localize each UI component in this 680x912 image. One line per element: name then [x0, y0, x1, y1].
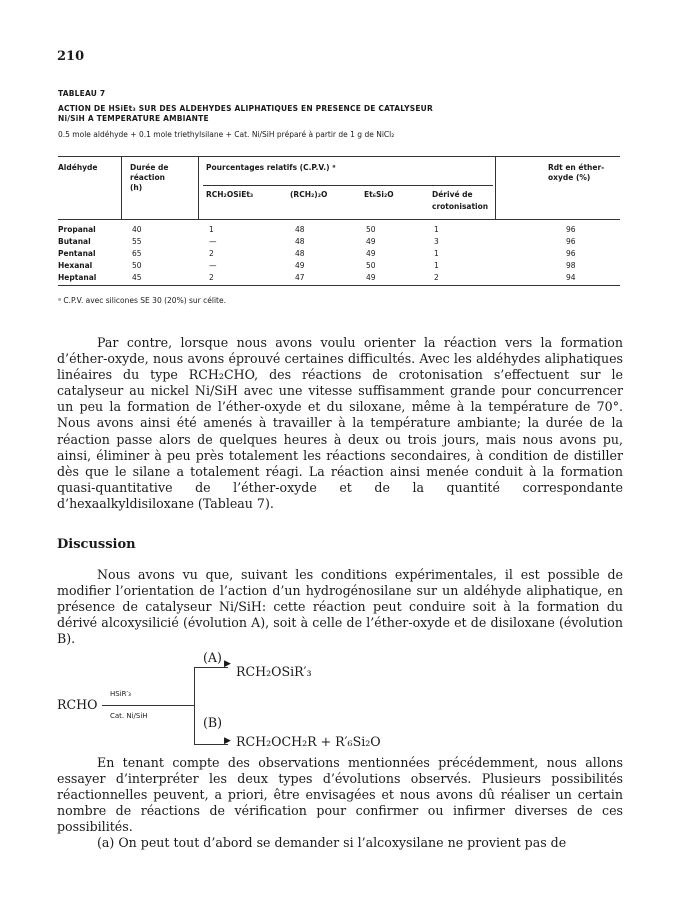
row-col-a: —	[209, 237, 217, 246]
paragraph-interpretation	[57, 755, 623, 852]
table-bottom-rule	[58, 285, 620, 286]
table-title-line2: Ni/SiH A TEMPERATURE AMBIANTE	[58, 114, 209, 123]
header-rdt-2: oxyde (%)	[548, 173, 591, 182]
row-name: Heptanal	[58, 273, 97, 282]
scheme-arrow-b-head: ▶	[224, 736, 231, 746]
paragraph-text: Par contre, lorsque nous avons voulu orienter la réaction vers la formation d’éther-oxyde, nous avons éprouvé certaines difficultés. Avec les aldéhydes aliphatiques linéaires du type RCH₂CHO, des réactions de crotonisation s’effectuent sur le catalyseur au nickel Ni/SiH avec une vitesse suffisamment grande pour concurrencer un peu la formation de l’éther-oxyde et du siloxane, même à la température de 70°. Nous avons ainsi été amenés à travailler à la température ambiante; la durée de la réaction passe alors de quelques heures à deux ou trois jours, mais nous avons pu, ainsi, éliminer à peu près totalement les réactions secondaires, à condition de distiller dès que le silane a totalement réagi. La réaction ainsi menée conduit à la formation quasi-quantitative de l’éther-oxyde et de la quantité correspondante d’hexaalkyldisiloxane (Tableau 7).	[57, 335, 623, 511]
row-col-b: 48	[295, 249, 305, 258]
scheme-product-a: RCH₂OSiR′₃	[236, 664, 312, 679]
row-col-c: 49	[366, 273, 376, 282]
scheme-arrow-b-line	[194, 744, 228, 745]
scheme-label-b: (B)	[203, 715, 223, 730]
row-col-a: 2	[209, 273, 214, 282]
header-col-d-1: Dérivé de	[432, 190, 473, 199]
row-name: Hexanal	[58, 261, 93, 270]
row-duree: 65	[132, 249, 142, 258]
paragraph-text-a: (a) On peut tout d’abord se demander si l’alcoxysilane ne provient pas de	[97, 835, 567, 851]
paragraph-discussion	[57, 567, 623, 647]
table-vrule-3	[495, 156, 496, 219]
row-name: Butanal	[58, 237, 91, 246]
row-col-d: 1	[434, 261, 439, 270]
table-vrule-1	[121, 156, 122, 219]
table-subheader-rule	[203, 185, 493, 186]
header-duree-1: Durée de	[130, 163, 169, 172]
page-number: 210	[57, 49, 85, 64]
header-col-d-2: crotonisation	[432, 202, 489, 211]
header-col-c: Et₆Si₂O	[364, 190, 394, 199]
paragraph-text: En tenant compte des observations mentionnées précédemment, nous allons essayer d’interpréter les deux types d’évolutions observés. Plusieurs possibilités réactionnelles peuvent, a priori, être envisagées et nous avons dû réaliser un certain nombre de réactions de vérification pour confirmer ou infirmer diverses de ces possibilités.	[57, 755, 623, 835]
scheme-catalyst: Cat. Ni/SiH	[110, 712, 148, 720]
row-rdt: 96	[566, 225, 576, 234]
row-col-d: 2	[434, 273, 439, 282]
row-col-d: 3	[434, 237, 439, 246]
header-rdt-1: Rdt en éther-	[548, 163, 605, 172]
header-aldehyde: Aldéhyde	[58, 163, 98, 172]
row-col-b: 48	[295, 225, 305, 234]
header-duree-3: (h)	[130, 183, 143, 192]
header-col-a: RCH₂OSiEt₃	[206, 190, 254, 199]
header-pourcentages: Pourcentages relatifs (C.P.V.) ᵃ	[206, 163, 336, 172]
scheme-reactant: RCHO	[57, 697, 98, 712]
scheme-label-a: (A)	[203, 650, 222, 665]
table-footnote: ᵃ C.P.V. avec silicones SE 30 (20%) sur célite.	[58, 296, 226, 305]
table-top-rule	[58, 156, 620, 157]
scheme-reagent: HSiR′₃	[110, 690, 131, 698]
row-rdt: 96	[566, 237, 576, 246]
row-col-c: 50	[366, 261, 376, 270]
row-col-c: 49	[366, 237, 376, 246]
scheme-arrow-a-head: ▶	[224, 659, 231, 669]
row-col-a: —	[209, 261, 217, 270]
row-duree: 45	[132, 273, 142, 282]
header-duree-2: réaction	[130, 173, 165, 182]
table-header-rule	[58, 219, 620, 220]
header-col-b: (RCH₂)₂O	[290, 190, 328, 199]
scheme-branch-line	[194, 667, 195, 744]
table-vrule-2	[198, 156, 199, 219]
row-col-b: 47	[295, 273, 305, 282]
row-col-b: 49	[295, 261, 305, 270]
row-col-b: 48	[295, 237, 305, 246]
scheme-arrow-a-line	[194, 667, 228, 668]
row-rdt: 98	[566, 261, 576, 270]
row-duree: 50	[132, 261, 142, 270]
row-col-c: 50	[366, 225, 376, 234]
row-duree: 40	[132, 225, 142, 234]
row-col-c: 49	[366, 249, 376, 258]
paragraph-crotonisation	[57, 335, 623, 512]
row-duree: 55	[132, 237, 142, 246]
table-number: TABLEAU 7	[58, 89, 106, 98]
row-rdt: 96	[566, 249, 576, 258]
table-title-line1: ACTION DE HSiEt₃ SUR DES ALDEHYDES ALIPHATIQUES EN PRESENCE DE CATALYSEUR	[58, 104, 433, 113]
scheme-product-b: RCH₂OCH₂R + R′₆Si₂O	[236, 734, 381, 749]
row-rdt: 94	[566, 273, 576, 282]
row-col-a: 1	[209, 225, 214, 234]
row-col-d: 1	[434, 225, 439, 234]
table-conditions: 0.5 mole aldéhyde + 0.1 mole triethylsilane + Cat. Ni/SiH préparé à partir de 1 g de NiCl₂	[58, 130, 395, 139]
row-col-a: 2	[209, 249, 214, 258]
scheme-main-arrow-line	[102, 705, 194, 706]
row-col-d: 1	[434, 249, 439, 258]
discussion-heading: Discussion	[57, 537, 136, 552]
row-name: Pentanal	[58, 249, 96, 258]
row-name: Propanal	[58, 225, 96, 234]
paragraph-text: Nous avons vu que, suivant les conditions expérimentales, il est possible de modifier l’orientation de l’action d’un hydrogénosilane sur un aldéhyde aliphatique, en présence de catalyseur Ni/SiH: cette réaction peut conduire soit à la formation du dérivé alcoxysilicié (évolution A), soit à celle de l’éther-oxyde et de disiloxane (évolution B).	[57, 567, 623, 647]
